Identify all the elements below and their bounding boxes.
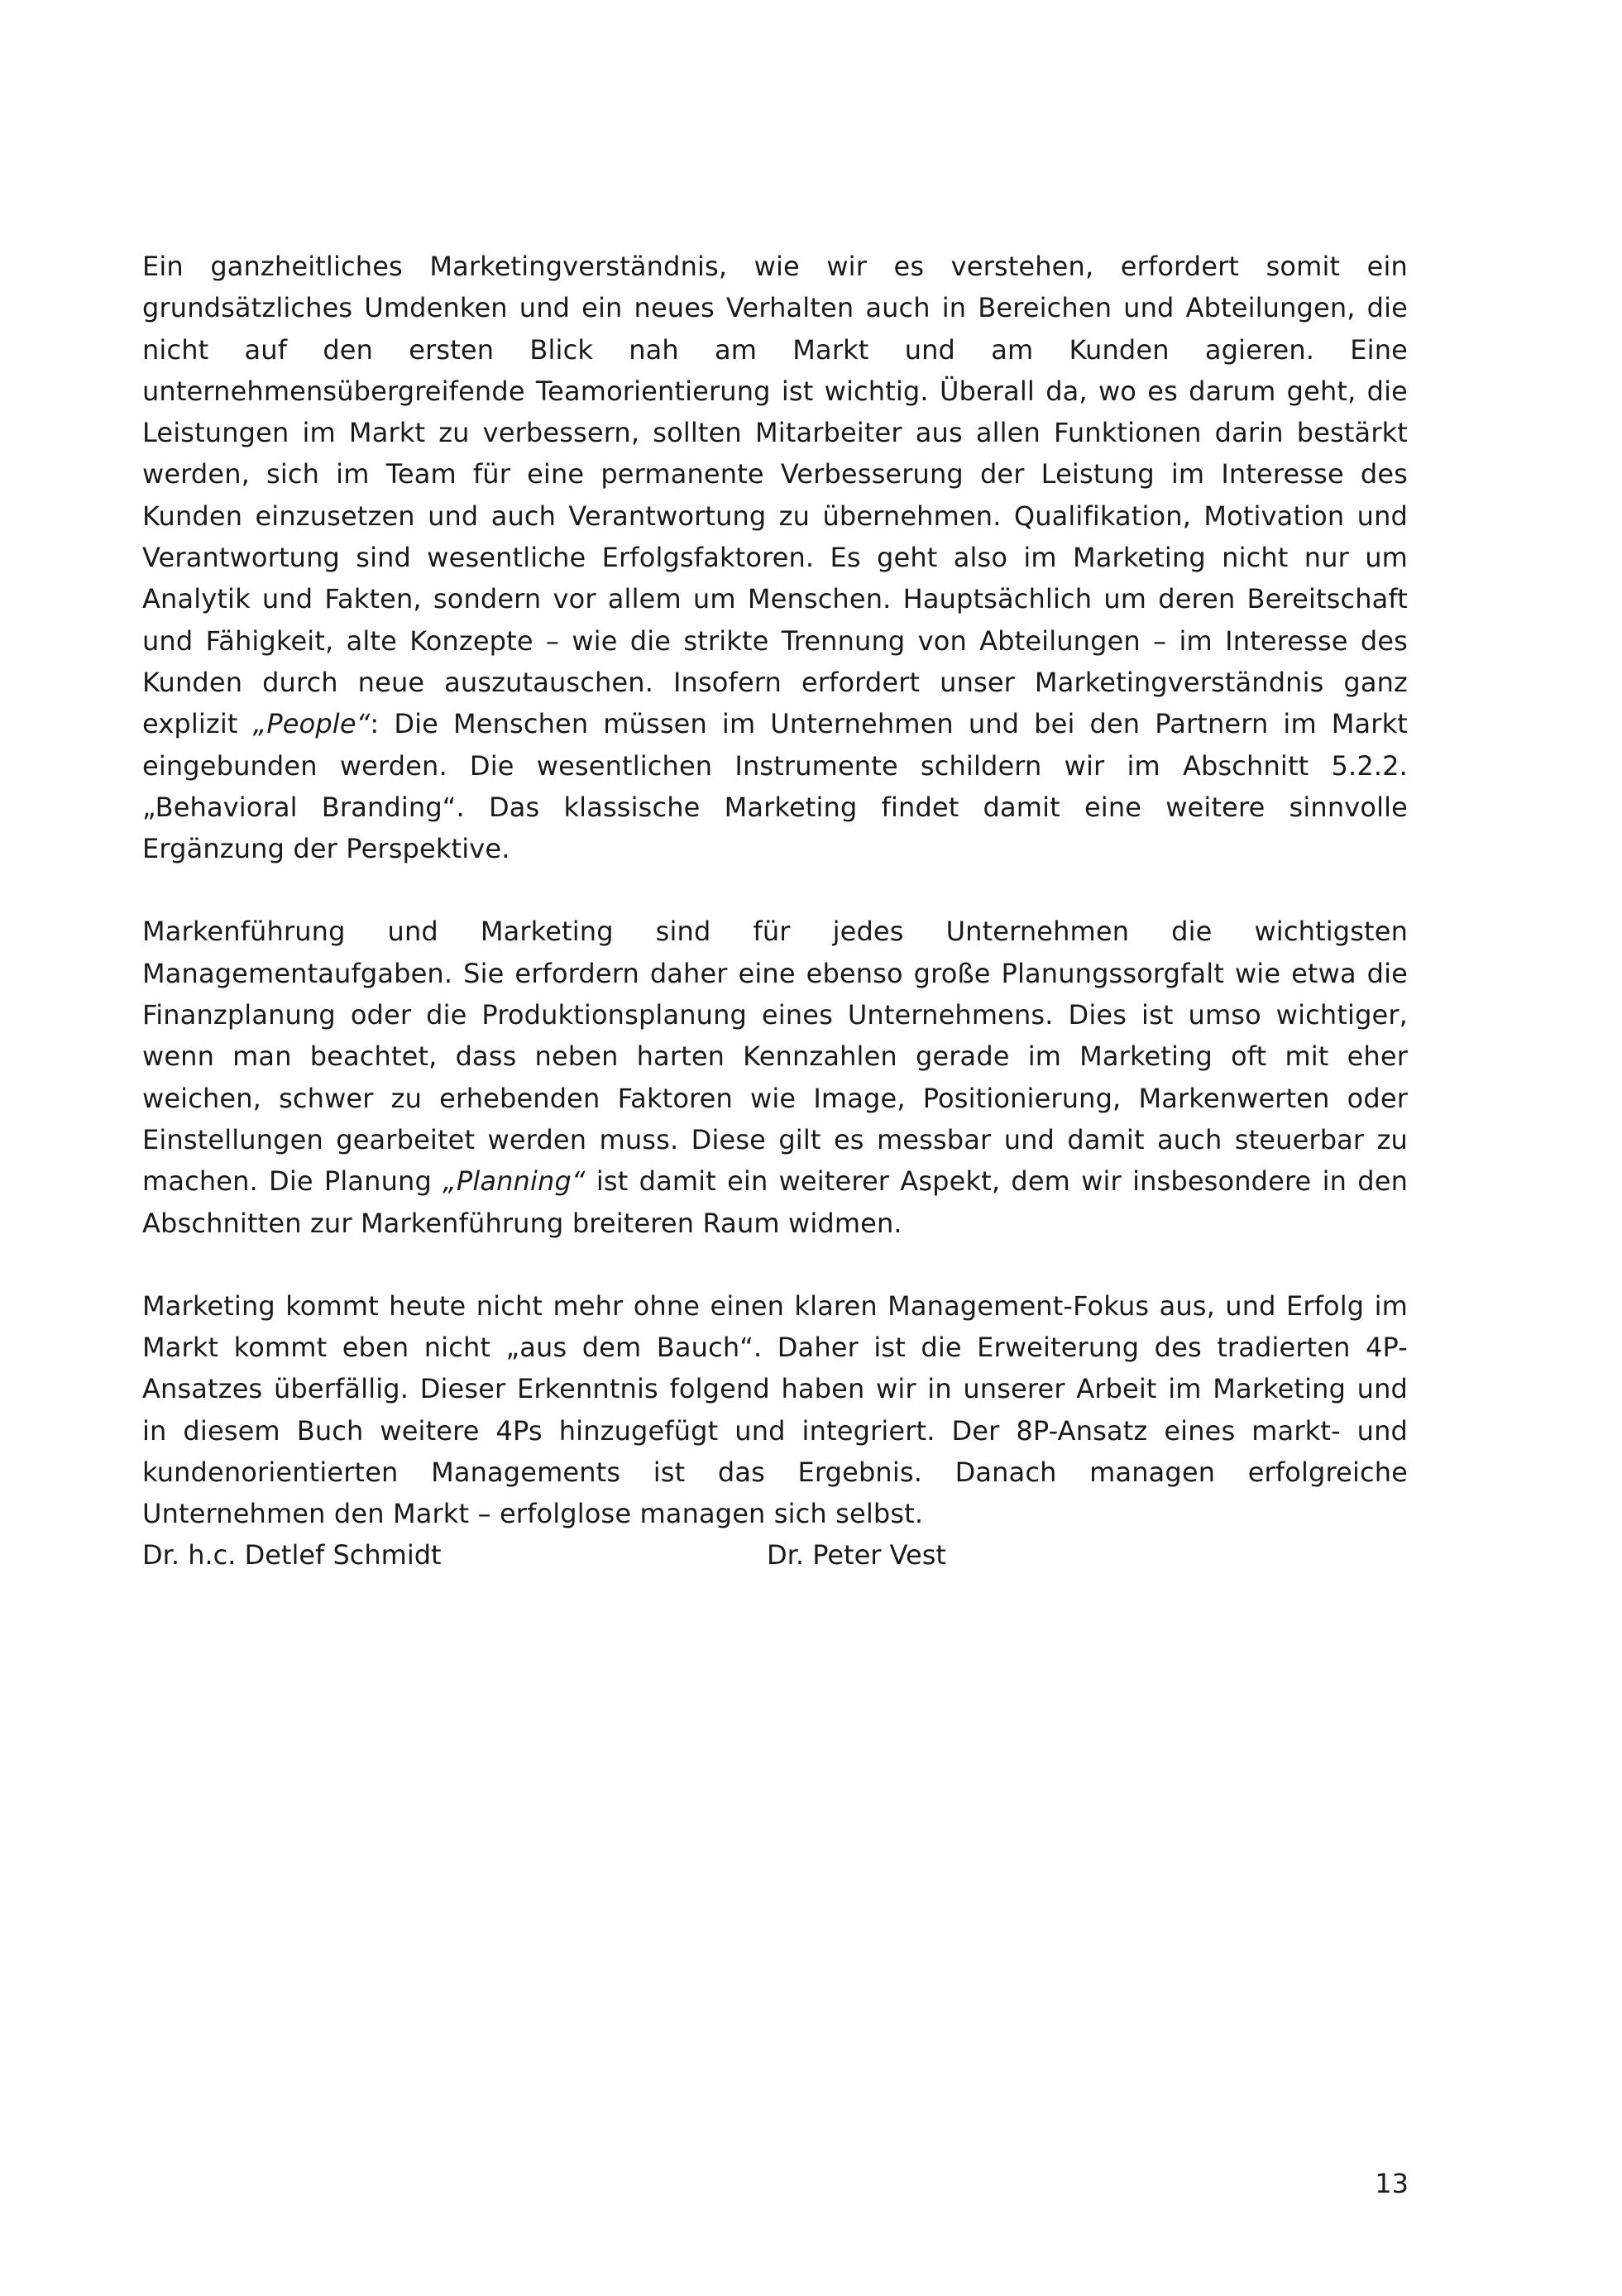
page-number: 13 [1375, 2168, 1409, 2199]
paragraph-3: Marketing kommt heute nicht mehr ohne einen klaren Management-Fokus aus, und Erfolg im Markt kommt eben nicht „aus dem Bauch“. Daher ist die Erweiterung des tradierten 4P-Ansatzes überfällig. Dieser Erkenntnis folgend haben wir in unserer Arbeit im Marketing und in diesem Buch weitere 4Ps hinzugefügt und integriert. Der 8P-Ansatz eines markt- und kundenorientierten Managements ist das Ergebnis. Danach managen erfolgreiche Unternehmen den Markt – erfolglose managen sich selbst. [142, 1289, 1408, 1530]
paragraph-2-text-b: ist damit ein weiterer Aspekt, dem wir insbesondere in den Abschnitten zur Markenführung breiteren Raum widmen. [142, 1165, 1408, 1239]
paragraph-2-emphasis-planning: „Planning“ [443, 1165, 586, 1198]
paragraph-1-text-a: Ein ganzheitliches Marketingverständnis, wie wir es verstehen, erfordert somit ein grundsätzliches Umdenken und ein neues Verhalten auch in Bereichen und Abteilungen, die nicht auf den ersten Blick nah am Markt und am Kunden agieren. Eine unternehmensübergreifende Teamorientierung ist wichtig. Überall da, wo es darum geht, die Leistungen im Markt zu verbessern, sollten Mitarbeiter aus allen Funktionen darin bestärkt werden, sich im Team für eine permanente Verbesserung der Leistung im Interesse des Kunden einzusetzen und auch Verantwortung zu übernehmen. Qualifikation, Motivation und Verantwortung sind wesentliche Erfolgsfaktoren. Es geht also im Marketing nicht nur um Analytik und Fakten, sondern vor allem um Menschen. Hauptsächlich um deren Bereitschaft und Fähigkeit, alte Konzepte – wie die strikte Trennung von Abteilungen – im Interesse des Kunden durch neue auszutauschen. Insofern erfordert unser Marketingverständnis ganz explizit [142, 251, 1408, 740]
paragraph-1-emphasis-people: „People“ [252, 708, 371, 740]
body-text [142, 246, 1408, 1576]
paragraph-1-text-b: : Die Menschen müssen im Unternehmen und bei den Partnern im Markt eingebunden werden. Die wesentlichen Instrumente schildern wir im Abschnitt 5.2.2. „Behavioral Branding“. Das klassische Marketing findet damit eine weitere sinnvolle Ergänzung der Perspektive. [142, 708, 1408, 865]
signature-left: Dr. h.c. Detlef Schmidt [142, 1539, 442, 1571]
signature-right: Dr. Peter Vest [767, 1539, 946, 1571]
paragraph-1 [142, 246, 1408, 869]
paragraph-2-text-a: Markenführung und Marketing sind für jedes Unternehmen die wichtigsten Managementaufgaben. Sie erfordern daher eine ebenso große Planungssorgfalt wie etwa die Finanzplanung oder die Produktionsplanung eines Unternehmens. Dies ist umso wichtiger, wenn man beachtet, dass neben harten Kennzahlen gerade im Marketing oft mit eher weichen, schwer zu erhebenden Faktoren wie Image, Positionierung, Markenwerten oder Einstellungen gearbeitet werden muss. Diese gilt es messbar und damit auch steuerbar zu machen. Die Planung [142, 916, 1408, 1198]
paragraph-2 [142, 911, 1408, 1243]
